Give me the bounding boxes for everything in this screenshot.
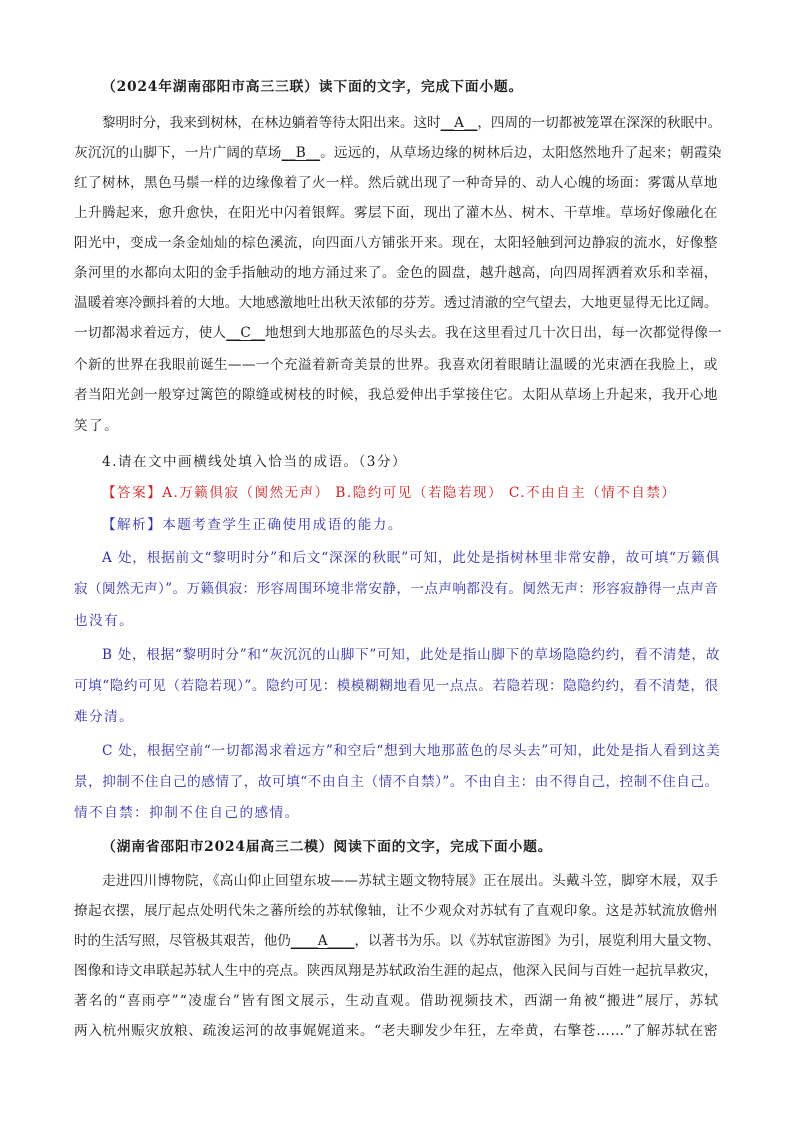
passage-line: 灰沉沉的山脚下，一片广阔的草场__B__。远远的，从草场边缘的树林后边，太阳悠然地升了起来；朝霞染 bbox=[74, 145, 722, 161]
analysis-intro: 本题考查学生正确使用成语的能力。 bbox=[162, 517, 403, 533]
passage-line: 笑了。 bbox=[74, 418, 120, 434]
passage-line: 著名的“喜雨亭”“凌虚台”皆有图文展示，生动直观。借助视频技术，西湖一角被“搬进”展厅，苏轼 bbox=[74, 993, 720, 1009]
analysis-line: 情不自禁：抑制不住自己的感情。 bbox=[74, 805, 300, 821]
passage-line: 红了树林，黑色马鬃一样的边缘像着了火一样。然后就出现了一种奇异的、动人心魄的场面：雾霭从草地 bbox=[74, 175, 718, 191]
analysis-line bbox=[102, 515, 403, 535]
blank-a: ____A____ bbox=[290, 933, 355, 949]
blank-b: __B__ bbox=[281, 145, 321, 161]
passage-line: 阳光中，变成一条金灿灿的棕色溪流，向四面八方铺张开来。现在，太阳轻触到河边静寂的流水，好像整 bbox=[74, 235, 718, 251]
blank-c: __C__ bbox=[226, 325, 266, 341]
passage-line: 时的生活写照，尽管极其艰苦，他仍____A____，以著书为乐。以《苏轼宦游图》为引，展览利用大量文物、 bbox=[74, 933, 721, 949]
analysis-line: B 处，根据“黎明时分”和“灰沉沉的山脚下”可知，此处是指山脚下的草场隐隐约约，看不清楚，故 bbox=[102, 647, 721, 663]
answer-text: A.万籁俱寂（阒然无声） B.隐约可见（若隐若现） C.不由自主（情不自禁） bbox=[162, 485, 677, 501]
analysis-line: C 处，根据空前“一切都渴求着远方”和空后“想到大地那蓝色的尽头去”可知，此处是指人看到这美 bbox=[102, 743, 721, 759]
blank-a: __A__ bbox=[440, 115, 478, 131]
answer-line bbox=[102, 483, 676, 503]
analysis-line: 景，抑制不住自己的感情了，故可填“不由自主（情不自禁）”。不由自主：由不得自己，控制不住自己。 bbox=[74, 774, 719, 790]
passage-line: 一切都渴求着远方，使人__C__地想到大地那蓝色的尽头去。我在这里看过几十次日出，每一次都觉得像一 bbox=[74, 325, 722, 341]
passage-line: 者当阳光剑一般穿过篱笆的隙缝或树枝的时候，我总爱伸出手掌接住它。太阳从草场上升起来，我开心地 bbox=[74, 387, 718, 403]
section2-header: （湖南省邵阳市2024届高三二模）阅读下面的文字，完成下面小题。 bbox=[102, 839, 553, 855]
passage-line: 个新的世界在我眼前诞生——一个充溢着新奇美景的世界。我喜欢闭着眼睛让温暖的光束洒在我脸上，或 bbox=[74, 357, 718, 373]
analysis-line: 可填“隐约可见（若隐若现）”。隐约可见：模模糊糊地看见一点点。若隐若现：隐隐约约，看不清楚，很 bbox=[74, 678, 719, 694]
passage-line: 走进四川博物院，《高山仰止回望东坡——苏轼主题文物特展》正在展出。头戴斗笠，脚穿木屐，双手 bbox=[102, 873, 719, 889]
analysis-line: 寂（阒然无声）”。万籁俱寂：形容周围环境非常安静，一点声响都没有。阒然无声：形容寂静得一点声音 bbox=[74, 581, 719, 597]
answer-tag: 【答案】 bbox=[102, 485, 163, 501]
passage-line: 两入杭州赈灾放粮、疏浚运河的故事娓娓道来。“老夫聊发少年狂，左牵黄，右擎苍……”了解苏轼在密 bbox=[74, 1023, 719, 1039]
passage-line: 上升腾起来，愈升愈快，在阳光中闪着银辉。雾层下面，现出了灌木丛、树木、干草堆。草场好像融化在 bbox=[74, 205, 718, 221]
analysis-line: A 处，根据前文“黎明时分”和后文“深深的秋眠”可知，此处是指树林里非常安静，故可填“万籁俱 bbox=[102, 550, 721, 566]
section1-header: （2024年湖南邵阳市高三三联）读下面的文字，完成下面小题。 bbox=[102, 79, 524, 95]
passage-line: 温暖着寒冷颤抖着的大地。大地感激地吐出秋天浓郁的芬芳。透过清澈的空气望去，大地更显得无比辽阔。 bbox=[74, 295, 718, 311]
passage-line: 条河里的水都向太阳的金手指触动的地方涌过来了。金色的圆盘，越升越高，向四周挥洒着欢乐和幸福， bbox=[74, 265, 718, 281]
analysis-line: 也没有。 bbox=[74, 613, 135, 629]
passage-line: 黎明时分，我来到树林，在林边躺着等待太阳出来。这时__A__，四周的一切都被笼罩在深深的秋眠中。 bbox=[102, 115, 722, 131]
passage-line: 图像和诗文串联起苏轼人生中的亮点。陕西凤翔是苏轼政治生涯的起点，他深入民间与百姓一起抗旱救灾， bbox=[74, 963, 718, 979]
analysis-tag: 【解析】 bbox=[102, 517, 163, 533]
passage-line: 撩起衣摆，展厅起点处明代朱之蕃所绘的苏轼像轴，让不少观众对苏轼有了直观印象。这是苏轼流放儋州 bbox=[74, 903, 718, 919]
question-4: 4.请在文中画横线处填入恰当的成语。（3分） bbox=[102, 454, 407, 470]
analysis-line: 难分清。 bbox=[74, 709, 135, 725]
